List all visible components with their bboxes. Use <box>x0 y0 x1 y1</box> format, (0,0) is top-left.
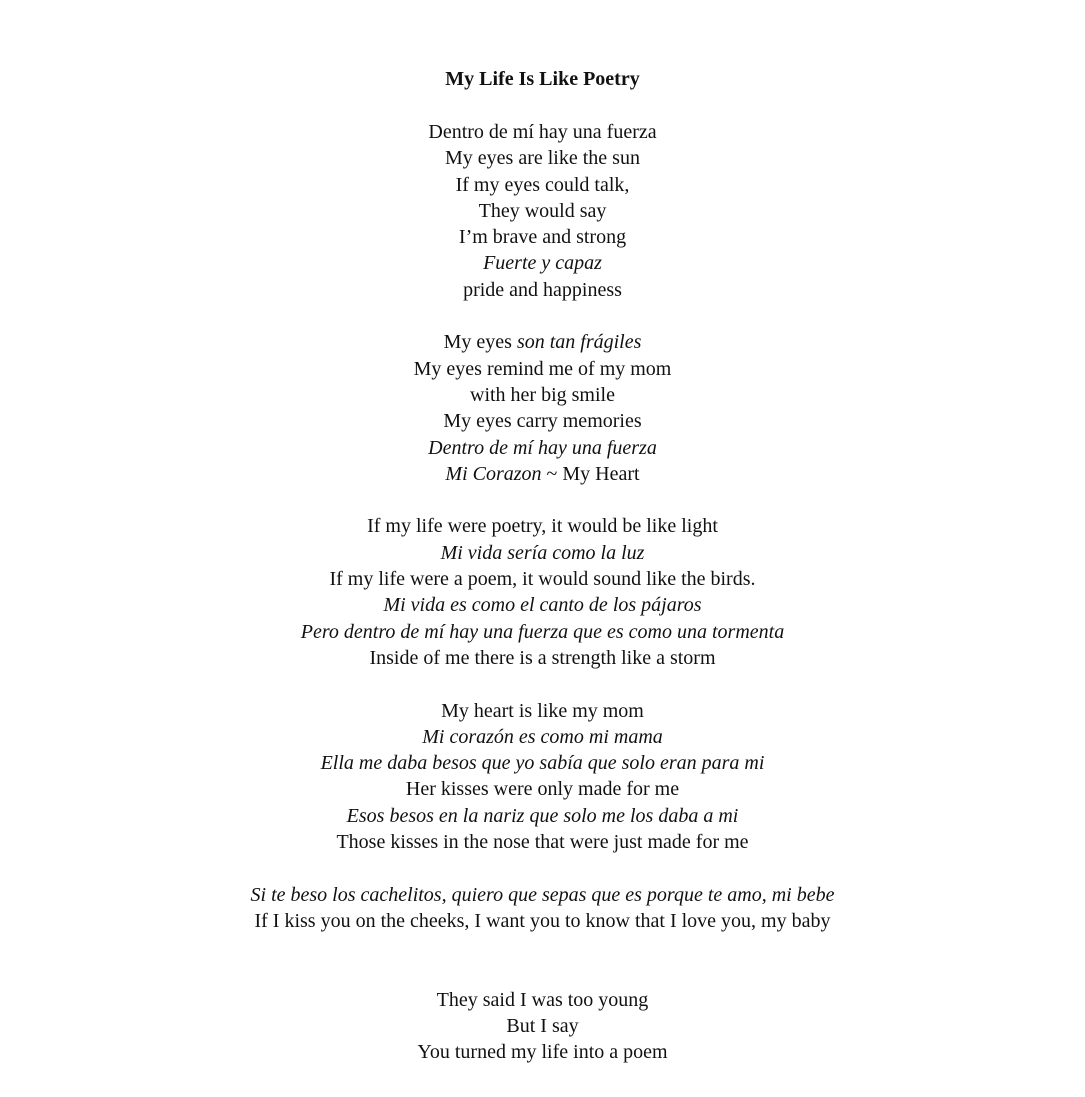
poem-line <box>0 119 1085 145</box>
line-text: If my life were a poem, it would sound like the birds. <box>329 568 756 591</box>
line-text: with her big smile <box>470 383 615 406</box>
line-text: My eyes <box>443 331 517 354</box>
poem-line <box>0 172 1085 198</box>
line-text: Her kisses were only made for me <box>405 778 680 801</box>
stanza-gap <box>0 934 1085 987</box>
line-text: ~ My Heart <box>541 462 640 485</box>
poem-line <box>0 776 1085 802</box>
poem-line <box>0 224 1085 250</box>
poem-line <box>0 540 1085 566</box>
line-text: My eyes are like the sun <box>445 147 640 170</box>
poem-line <box>0 461 1085 487</box>
italic-text: son tan frágiles <box>516 331 642 354</box>
line-text: But I say <box>506 1015 579 1038</box>
poem-line <box>0 435 1085 461</box>
poem-stanza-2 <box>0 329 1085 487</box>
line-text: Inside of me there is a strength like a storm <box>369 646 716 669</box>
poem-stanza-4 <box>0 698 1085 856</box>
italic-text: Mi vida sería como la luz <box>440 541 645 564</box>
italic-text: Fuerte y capaz <box>483 252 602 275</box>
poem-line <box>0 882 1085 908</box>
line-text: My heart is like my mom <box>441 699 644 722</box>
line-text: I’m brave and strong <box>458 226 627 249</box>
line-text: You turned my life into a poem <box>417 1041 668 1064</box>
italic-text: Si te beso los cachelitos, quiero que sepas que es porque te amo, mi bebe <box>250 883 835 906</box>
italic-text: Pero dentro de mí hay una fuerza que es como una tormenta <box>300 620 785 643</box>
poem-line <box>0 803 1085 829</box>
line-text: If my life were poetry, it would be like light <box>367 515 718 538</box>
poem-line <box>0 329 1085 355</box>
stanza-gap <box>0 487 1085 513</box>
italic-text: Mi corazón es como mi mama <box>422 725 663 748</box>
poem-line <box>0 513 1085 539</box>
line-text: If I kiss you on the cheeks, I want you to know that I love you, my baby <box>254 909 831 932</box>
line-text: If my eyes could talk, <box>455 173 630 196</box>
poem-body <box>0 119 1085 1066</box>
poem-line <box>0 619 1085 645</box>
poem-line <box>0 724 1085 750</box>
italic-text: Dentro de mí hay una fuerza <box>428 436 657 459</box>
poem-line <box>0 198 1085 224</box>
italic-text: Mi Corazon <box>445 462 542 485</box>
poem-stanza-6 <box>0 987 1085 1066</box>
poem-line <box>0 829 1085 855</box>
poem-line <box>0 698 1085 724</box>
poem-line <box>0 145 1085 171</box>
poem-stanza-3 <box>0 513 1085 671</box>
stanza-gap <box>0 303 1085 329</box>
poem-line <box>0 592 1085 618</box>
italic-text: Esos besos en la nariz que solo me los daba a mi <box>346 804 739 827</box>
poem-line <box>0 277 1085 303</box>
poem-line <box>0 908 1085 934</box>
line-text: Dentro de mí hay una fuerza <box>428 121 657 143</box>
poem-stanza-5 <box>0 882 1085 935</box>
line-text: They would say <box>478 199 607 222</box>
poem-line <box>0 566 1085 592</box>
stanza-gap <box>0 671 1085 697</box>
poem-line <box>0 356 1085 382</box>
line-text: My eyes carry memories <box>443 410 642 433</box>
poem-line <box>0 408 1085 434</box>
line-text: Those kisses in the nose that were just made for me <box>336 831 749 854</box>
poem-line <box>0 382 1085 408</box>
poem-line <box>0 1039 1085 1065</box>
poem-title: My Life Is Like Poetry <box>445 68 640 90</box>
poem-stanza-1 <box>0 119 1085 303</box>
poem-line <box>0 987 1085 1013</box>
poem-line <box>0 645 1085 671</box>
italic-text: Ella me daba besos que yo sabía que solo eran para mi <box>320 752 765 775</box>
line-text: My eyes remind me of my mom <box>413 357 672 380</box>
stanza-gap <box>0 855 1085 881</box>
line-text: pride and happiness <box>463 278 622 301</box>
poem-line <box>0 250 1085 276</box>
poem-line <box>0 750 1085 776</box>
line-text: They said I was too young <box>436 988 649 1011</box>
poem-line <box>0 1013 1085 1039</box>
italic-text: Mi vida es como el canto de los pájaros <box>383 594 702 617</box>
